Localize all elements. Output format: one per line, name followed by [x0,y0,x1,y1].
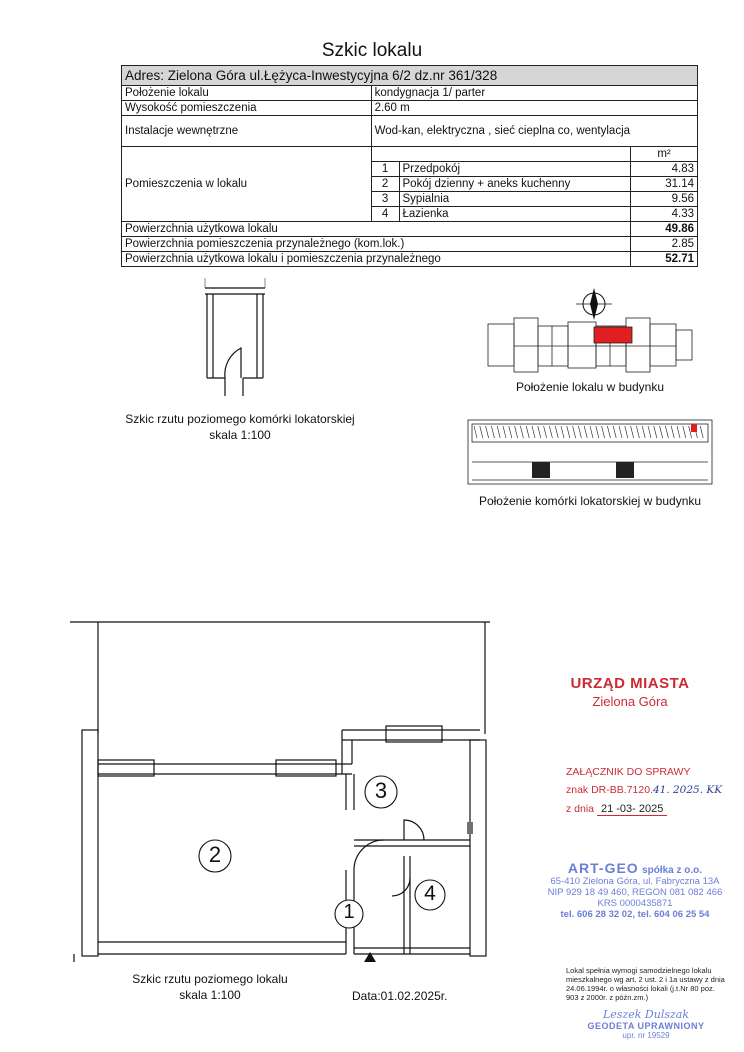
room-row: 2 Pokój dzienny + aneks kuchenny 31.14 [122,177,698,192]
room-label-1: 1 [343,901,355,923]
room-label-3: 3 [374,778,388,803]
annex-case-number-handwritten: 41. 2025. KK [652,784,723,796]
storage-location-caption: Położenie komórki lokatorskiej w budynku [478,494,702,508]
room-row: 4 Łazienka 4.33 [122,207,698,222]
storage-sketch-caption: Szkic rzutu poziomego komórki lokatorskiej [125,412,355,426]
flat-scale-caption: skala 1:100 [179,988,241,1002]
room-row: 3 Sypialnia 9.56 [122,192,698,207]
premises-highlight [594,327,632,343]
flat-sketch-caption: Szkic rzutu poziomego lokalu [132,972,288,986]
address-header: Adres: Zielona Góra ul.Łężyca-Inwestycyjna 6/2 dz.nr 361/328 [122,66,698,86]
total-row: Powierzchnia użytkowa lokalu 49.86 [122,222,698,237]
unit-label: m² [631,147,698,162]
annex-stamp-line1: ZAŁĄCZNIK DO SPRAWY [566,766,691,778]
storage-location-drawing [466,418,716,488]
company-suffix: spółka z o.o. [642,865,703,876]
company-stamp [535,860,735,921]
annex-stamp-line2: znak DR-BB.7120.41. 2025. KK [566,784,723,796]
building-location-caption: Położenie lokalu w budynku [515,380,665,394]
page-title: Szkic lokalu [321,40,423,61]
location-label: Położenie lokalu [122,86,372,101]
company-phones: tel. 606 28 32 02, tel. 604 06 25 54 [560,909,710,920]
total-row: Powierzchnia użytkowa lokalu i pomieszczenia przynależnego 52.71 [122,252,698,267]
installations-value: Wod-kan, elektryczna , sieć cieplna co, wentylacja [371,116,697,147]
room-label-2: 2 [208,842,222,867]
annex-date: 21 -03- 2025 [597,803,667,816]
company-ids: NIP 929 18 49 460, REGON 081 082 466 [547,887,723,898]
city-stamp-line1: URZĄD MIASTA [570,675,690,692]
surveyor-number: upr. nr 19529 [622,1031,670,1040]
legal-note: Lokal spełnia wymogi samodzielnego lokalu mieszkalnego wg art. 2 ust. 2 i 1a ustawy z dnia 24.06.1994r. o własności lokali (j.t.Nr 80 poz. 903 z 2000r. z późn.zm.) [566,966,725,1002]
building-location-drawing [486,316,696,376]
room-row: 1 Przedpokój 4.83 [122,162,698,177]
annex-stamp-line3: z dnia 21 -03- 2025 [566,803,667,815]
date-caption: Data:01.02.2025r. [352,989,448,1003]
surveyor-stamp [566,1008,726,1040]
storage-plan-drawing [195,278,275,408]
surveyor-name: Leszek Dulszak [602,1008,689,1021]
company-krs: KRS 0000435871 [597,898,673,909]
flat-plan-drawing [60,612,500,972]
installations-label: Instalacje wewnętrzne [122,116,372,147]
storage-scale-caption: skala 1:100 [209,428,271,442]
company-address: 65-410 Zielona Góra, ul. Fabryczna 13A [550,876,720,887]
rooms-label: Pomieszczenia w lokalu [122,147,372,222]
room-label-4: 4 [424,882,436,905]
total-row: Powierzchnia pomieszczenia przynależnego (kom.lok.) 2.85 [122,237,698,252]
company-name: ART-GEO [567,860,639,876]
location-value: kondygnacja 1/ parter [371,86,697,101]
height-label: Wysokość pomieszczenia [122,101,372,116]
city-stamp-line2: Zielona Góra [592,694,668,709]
surveyor-title: GEODETA UPRAWNIONY [587,1021,705,1031]
height-value: 2.60 m [371,101,697,116]
premises-info-table [121,65,698,267]
